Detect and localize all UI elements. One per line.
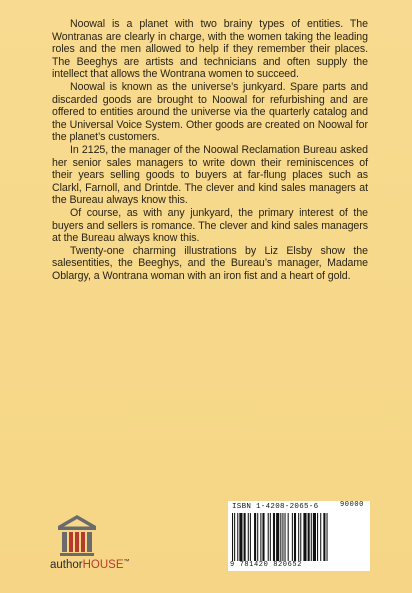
barcode-bar	[280, 513, 281, 561]
barcode-bar	[268, 513, 269, 561]
barcode-bar	[237, 513, 238, 561]
authorhouse-logo-icon	[56, 513, 98, 557]
barcode-bar	[282, 513, 283, 561]
barcode-bar	[298, 513, 299, 561]
barcode-bar	[300, 513, 301, 561]
publisher-logo	[50, 513, 140, 578]
barcode-bar	[303, 513, 306, 561]
blurb-paragraph-3: In 2125, the manager of the Noowal Reclamation Bureau asked her senior sales managers to write down their reminiscences of their years selling goods to buyers at far-flung places such as Clarkl, Farnoll, and Drintde. The clever and kind sales managers at the Bureau always know this.	[52, 143, 368, 207]
blurb-paragraph-4: Of course, as with any junkyard, the primary interest of the buyers and sellers is romance. The clever and kind sales managers at the Bureau always know this.	[52, 206, 368, 245]
barcode-bar	[239, 513, 242, 561]
barcode-bar	[254, 513, 256, 561]
publisher-name-part2: HOUSE	[82, 559, 124, 571]
price-code: 90000	[339, 501, 364, 509]
blurb-paragraph-1: Noowal is a planet with two brainy types of entities. The Wontranas are clearly in charge, with the women taking the leading roles and the men allowed to help if they remember their places. The Beeghys are artists and technicians and often supply the intellect that allows the Wontrana women to succeed.	[52, 18, 368, 81]
barcode-bar	[327, 513, 328, 561]
barcode-bar	[313, 513, 316, 561]
barcode-bar	[273, 513, 275, 561]
barcode-bar	[248, 513, 249, 561]
back-cover-blurb	[52, 18, 368, 282]
barcode-bar	[234, 513, 235, 561]
barcode-bar	[292, 513, 293, 561]
barcode-bar	[285, 513, 286, 561]
barcode-bar	[260, 513, 261, 561]
barcode-bar	[257, 513, 258, 561]
barcode-bar	[311, 513, 312, 561]
isbn-label: ISBN 1-4208-2065-6	[232, 503, 319, 511]
isbn-barcode	[228, 501, 370, 571]
barcode-bars	[232, 513, 366, 561]
barcode-bar	[308, 513, 310, 561]
barcode-bar	[294, 513, 296, 561]
barcode-bar	[323, 513, 325, 561]
barcode-bar	[250, 513, 251, 561]
barcode-bar	[317, 513, 318, 561]
blurb-paragraph-5: Twenty-one charming illustrations by Liz Elsby show the salesentities, the Beeghys, and the Bureau’s manager, Madame Oblargy, a Wontrana woman with an iron fist and a heart of gold.	[52, 244, 368, 282]
barcode-bar	[244, 513, 246, 561]
barcode-bar	[320, 513, 321, 561]
trademark-symbol: ™	[123, 559, 130, 566]
publisher-name	[50, 559, 130, 571]
barcode-bar	[288, 513, 289, 561]
blurb-paragraph-2: Noowal is known as the universe’s junkyard. Spare parts and discarded goods are brought to Noowal for refurbishing and are offered to entities around the universe via the quarterly catalog and the Universal Voice System. Other goods are created on Noowal for the planet’s customers.	[52, 80, 368, 144]
barcode-bar	[262, 513, 264, 561]
publisher-name-part1: author	[50, 559, 83, 571]
barcode-bar	[232, 513, 233, 561]
barcode-bar	[270, 513, 271, 561]
barcode-bar	[276, 513, 279, 561]
ean-digits: 9 781420 820652	[230, 561, 303, 569]
